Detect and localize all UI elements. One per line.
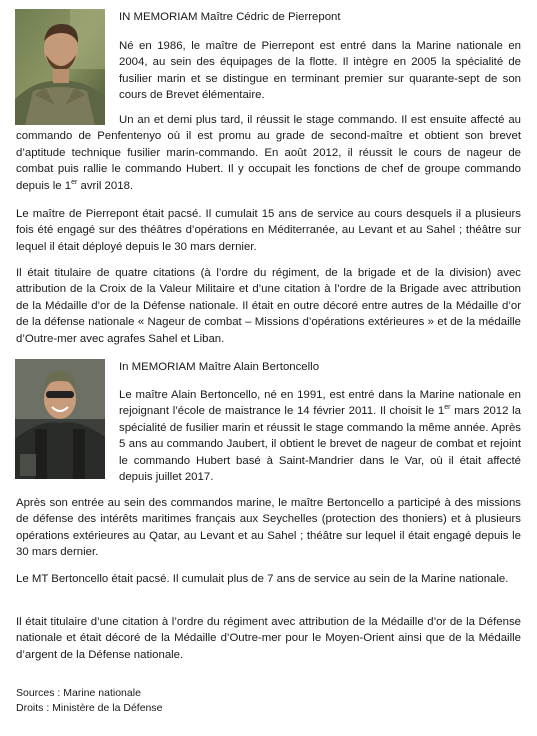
sources-line: Sources : Marine nationale <box>16 687 141 699</box>
paragraph-alain-1-text-b: mars 2012 la spécialité de fusilier marin et réussit le stage commando la même année. Après 5 ans au commando Jaubert, il obtient le brevet de nageur de combat et rejoint le commando Hubert basé à Saint-Mandrier dans le Var, où il était affecté depuis juillet 2017. <box>119 405 521 484</box>
paragraph-cedric-1: Né en 1986, le maître de Pierrepont est entré dans la Marine nationale en 2004, au sein des équipages de la flotte. Il intègre en 2005 la spécialité de fusilier marin et se distingue en terminant premier sur quarante-sept de son cours de Brevet élémentaire. <box>119 40 521 102</box>
portrait-photo-cedric <box>15 9 105 125</box>
rights-line: Droits : Ministère de la Défense <box>16 702 163 714</box>
paragraph-cedric-4: Il était titulaire de quatre citations (à l’ordre du régiment, de la brigade et de la division) avec attribution de la Croix de la Valeur Militaire et d’une citation à l’ordre de la Brigade avec attribution de la Médaille d’or de la Défense nationale. Il était en outre décoré entre autres de la Médaille d’or de la défense nationale « Nageur de combat – Missions d’opérations extérieures » et de la médaille d’Outre-mer avec agrafes Sahel et Liban. <box>16 267 521 345</box>
diver-portrait-icon <box>15 359 105 479</box>
paragraph-alain-3: Le MT Bertoncello était pacsé. Il cumulait plus de 7 ans de service au sein de la Marine nationale. <box>16 573 509 585</box>
date-number: 1 <box>64 179 72 192</box>
paragraph-alain-4: Il était titulaire d’une citation à l’ordre du régiment avec attribution de la Médaille d’or de la Défense nationale et était décoré de la Médaille d’Outre-mer pour le Moyen-Orient ainsi que de la Médaille d’argent de la Défense nationale. <box>16 616 521 661</box>
memorial-title-cedric: IN MEMORIAM Maître Cédric de Pierrepont <box>119 11 341 23</box>
portrait-photo-alain <box>15 359 105 479</box>
paragraph-cedric-2-text-a: Un an et demi plus tard, il réussit le stage commando. Il est ensuite affecté au commando de Penfentenyo où il est promu au grade de second-maître et obtient son brevet d’aptitude technique fusilier marin-commando. En août 2012, il réussit le cours de nageur de combat puis rallie le commando Hubert. Il y occupait les fonctions de chef de groupe commando depuis le <box>16 114 521 192</box>
ordinal-suffix: er <box>71 178 78 186</box>
paragraph-cedric-3: Le maître de Pierrepont était pacsé. Il cumulait 15 ans de service au cours desquels il a plusieurs fois été engagé sur des théâtres d’opérations en Méditerranée, au Levant et au Sahel ; théâtre sur lequel il était déployé depuis le 30 mars dernier. <box>16 208 521 253</box>
paragraph-cedric-2 <box>16 112 521 194</box>
paragraph-alain-1 <box>119 387 521 485</box>
soldier-portrait-icon <box>15 9 105 125</box>
paragraph-cedric-2-text-b: avril 2018. <box>77 179 134 192</box>
paragraph-alain-1-text-a: Le maître Alain Bertoncello, né en 1991, est entré dans la Marine nationale en rejoignant l’école de maistrance le 14 février 2011. Il choisit le 1 <box>119 389 521 418</box>
sources-block <box>16 686 162 716</box>
ordinal-suffix: er <box>444 404 451 412</box>
memorial-title-alain: In MEMORIAM Maître Alain Bertoncello <box>119 361 320 373</box>
paragraph-alain-2: Après son entrée au sein des commandos marine, le maître Bertoncello a participé à des missions de défense des intérêts maritimes français aux Seychelles (protection des thoniers) et à plusieurs opérations extérieures au Qatar, au Levant et au Sahel ; théâtre sur lequel il était engagé depuis le 30 mars dernier. <box>16 497 521 559</box>
